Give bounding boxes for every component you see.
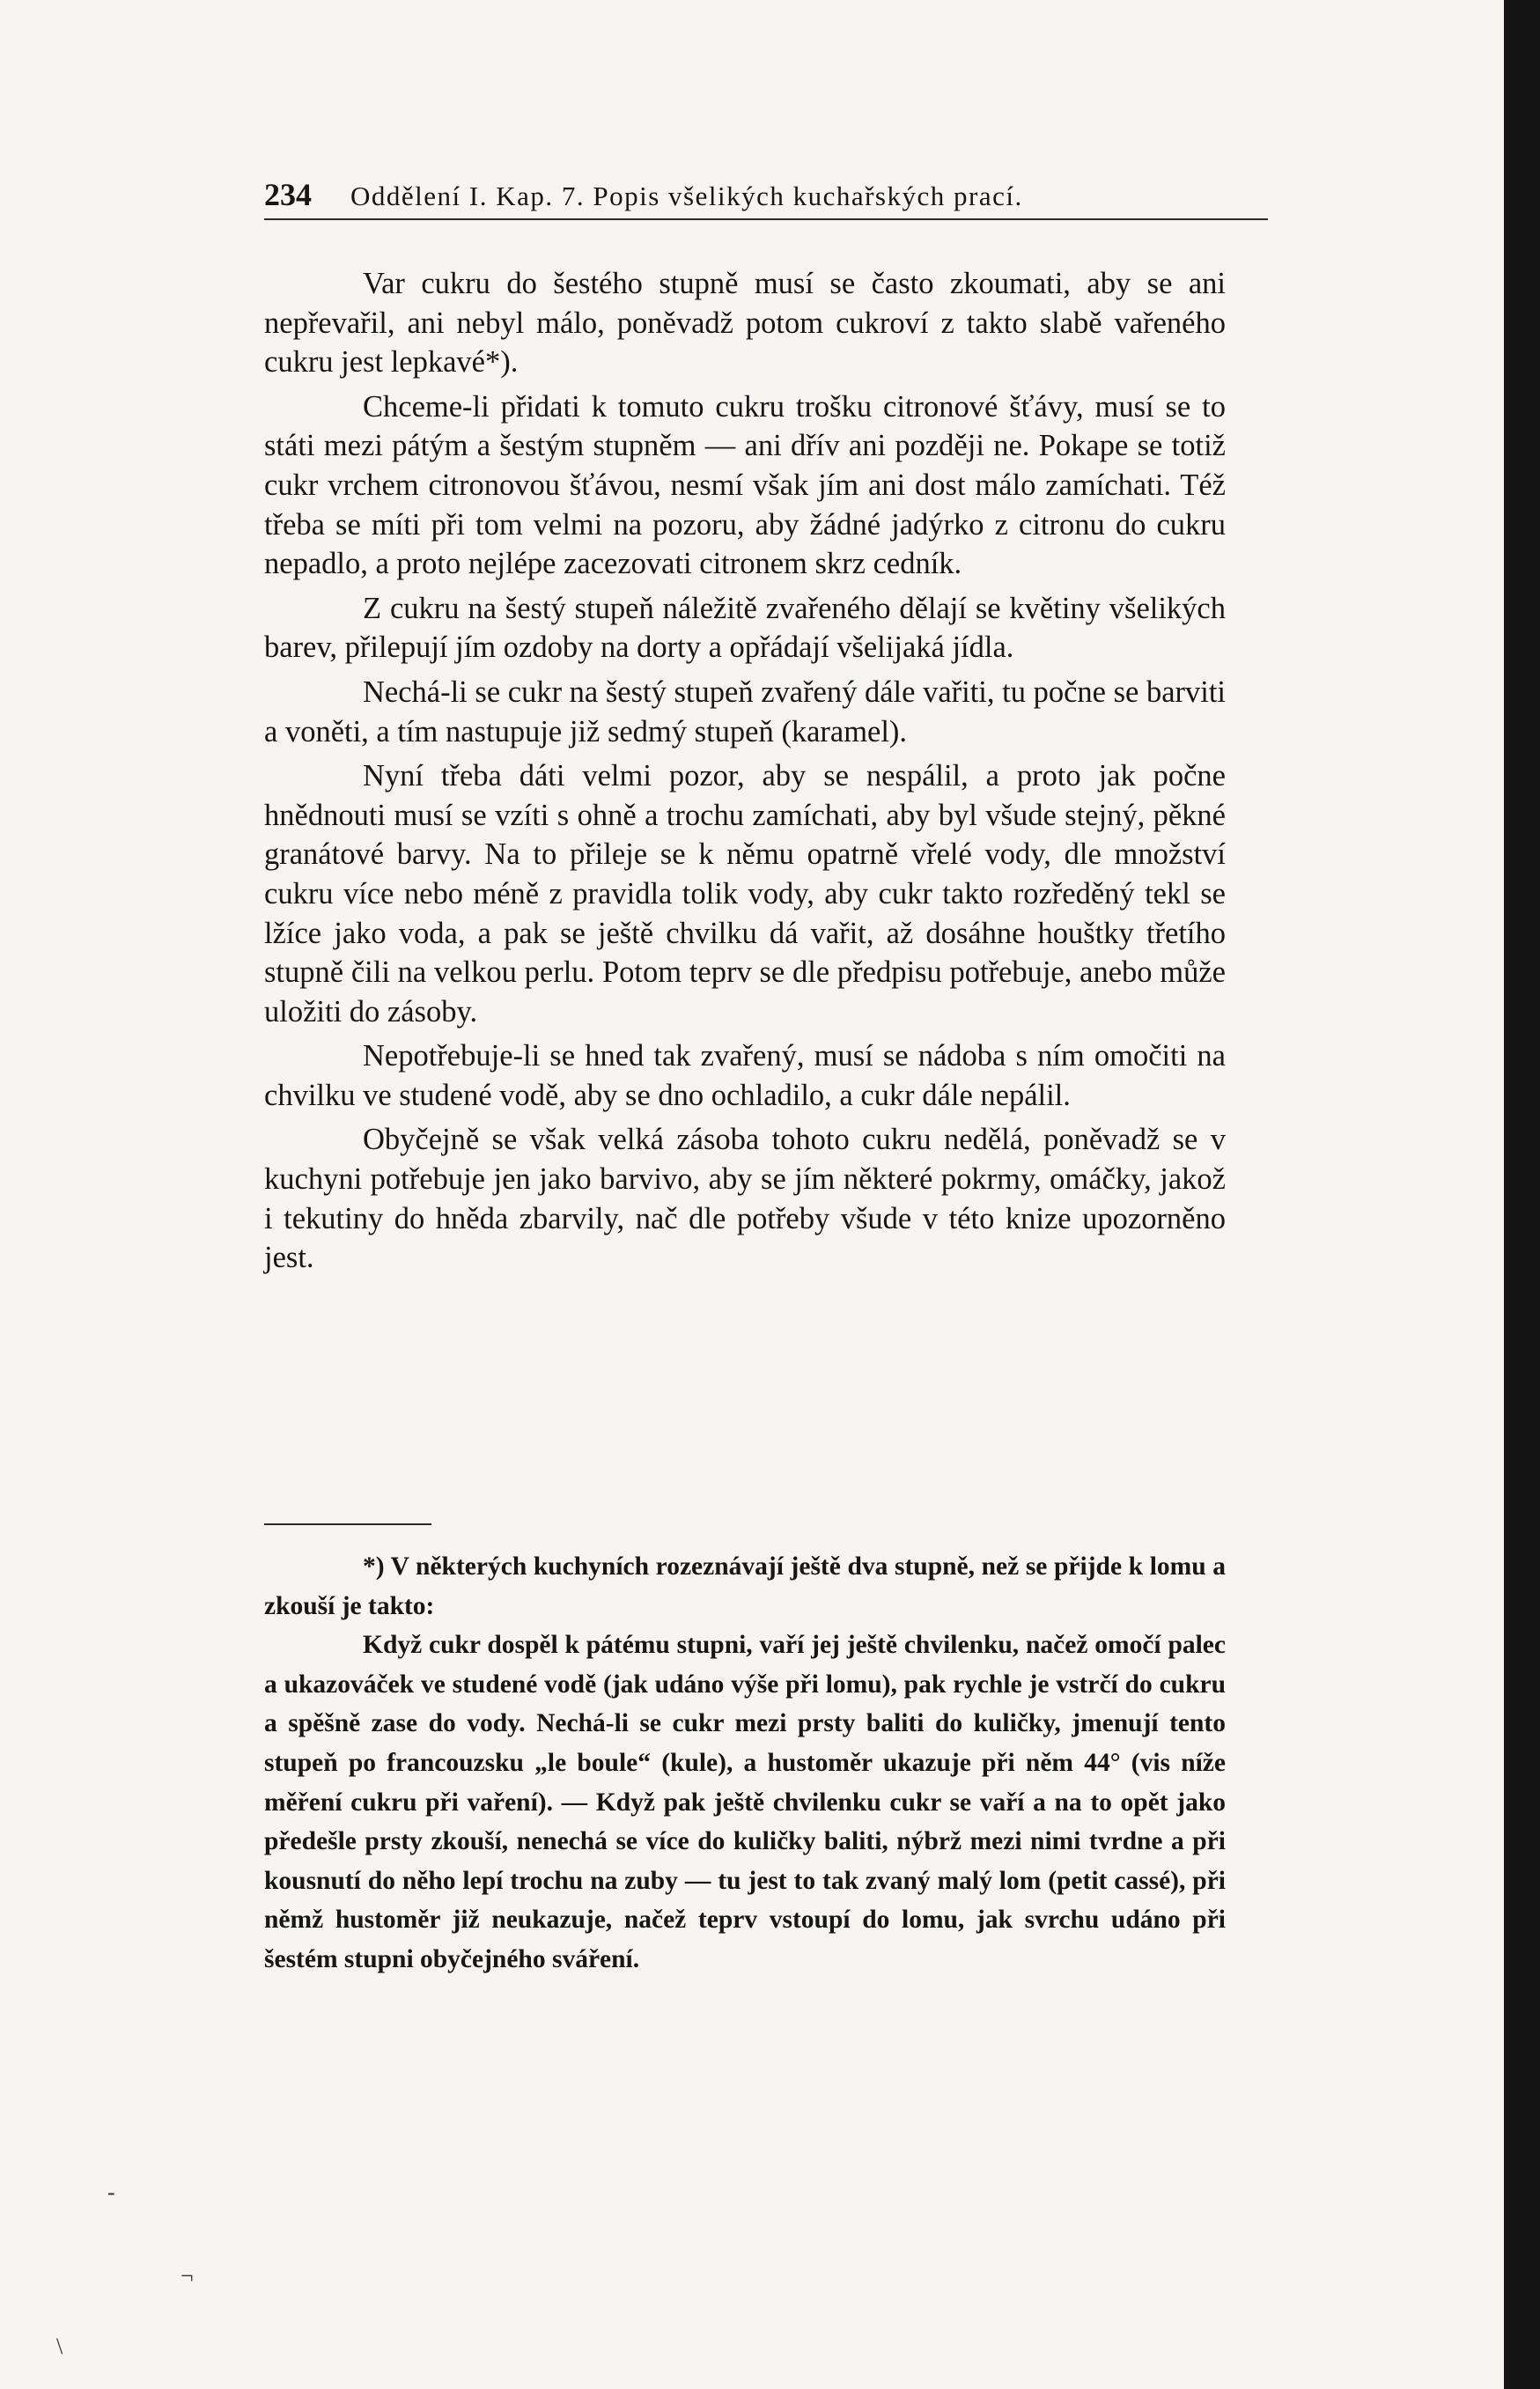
paragraph: Var cukru do šestého stupně musí se často zkoumati, aby se ani nepřevařil, ani nebyl málo, poněvadž potom cukroví z takto slabě vařeného cukru jest lepkavé*).: [264, 267, 1226, 380]
scan-speck: ¬: [181, 2263, 194, 2289]
page-header: [264, 176, 1268, 213]
paragraph: Nepotřebuje-li se hned tak zvařený, musí se nádoba s ním omočiti na chvilku ve studené vodě, aby se dno ochladilo, a cukr dále nepálil.: [264, 1039, 1226, 1112]
running-head: Oddělení I. Kap. 7. Popis všelikých kuchařských prací.: [350, 181, 1023, 211]
scan-speck: \: [56, 2334, 63, 2359]
paragraph: Chceme-li přidati k tomuto cukru trošku citronové šťávy, musí se to státi mezi pátým a šestým stupněm — ani dřív ani později ne. Pokape se totiž cukr vrchem citronovou šťávou, nesmí však jím ani dost málo zamíchati. Též třeba se míti při tom velmi na pozoru, aby žádné jadýrko z citronu do cukru nepadlo, a proto nejlépe zacezovati citronem skrz cedník.: [264, 389, 1226, 581]
scan-border: [1504, 0, 1540, 2389]
footnote-paragraph: *) V některých kuchyních rozeznávají ještě dva stupně, než se přijde k lomu a zkouší je takto:: [264, 1552, 1226, 1620]
footnotes: [264, 1547, 1226, 1980]
paragraph: Nyní třeba dáti velmi pozor, aby se nespálil, a proto jak počne hnědnouti musí se vzíti s ohně a trochu zamíchati, aby byl všude stejný, pěkné granátové barvy. Na to přileje se k němu opatrně vřelé vody, dle množství cukru více nebo méně z pravidla tolik vody, aby cukr takto rozředěný tekl se lžíce jako voda, a pak se ještě chvilku dá vařit, až dosáhne houštky třetího stupně čili na velkou perlu. Potom teprv se dle předpisu potřebuje, anebo může uložiti do zásoby.: [264, 759, 1226, 1029]
scan-speck: -: [107, 2179, 115, 2205]
main-text: [264, 264, 1226, 1283]
footnote-rule: [264, 1523, 431, 1525]
paragraph: Obyčejně se však velká zásoba tohoto cukru nedělá, poněvadž se v kuchyni potřebuje jen jako barvivo, aby se jím některé pokrmy, omáčky, jakož i tekutiny do hněda zbarvily, nač dle potřeby všude v této knize upozorněno jest.: [264, 1123, 1226, 1275]
header-rule: [264, 218, 1268, 220]
page-number: 234: [264, 177, 312, 212]
paragraph: Nechá-li se cukr na šestý stupeň zvařený dále vařiti, tu počne se barviti a voněti, a tím nastupuje již sedmý stupeň (karamel).: [264, 675, 1227, 748]
footnote-paragraph: Když cukr dospěl k pátému stupni, vaří jej ještě chvilenku, načež omočí palec a ukazováček ve studené vodě (jak udáno výše při lomu), pak rychle je vstrčí do cukru a spěšně zase do vody. Nechá-li se cukr mezi prsty baliti do kuličky, jmenují tento stupeň po francouzsku „le boule“ (kule), a hustoměr ukazuje při něm 44° (vis níže měření cukru při vaření). — Když pak ještě chvilenku cukr se vaří a na to opět jako předešle prsty zkouší, nenechá se více do kuličky baliti, nýbrž mezi nimi tvrdne a při kousnutí do něho lepí trochu na zuby — tu jest to tak zvaný malý lom (petit cassé), při němž hustoměr již neukazuje, načež teprv vstoupí do lomu, jak svrchu udáno při šestém stupni obyčejného sváření.: [264, 1631, 1226, 1973]
paragraph: Z cukru na šestý stupeň náležitě zvařeného dělají se květiny všelikých barev, přilepují jím ozdoby na dorty a opřádají všelijaká jídla.: [264, 591, 1226, 665]
